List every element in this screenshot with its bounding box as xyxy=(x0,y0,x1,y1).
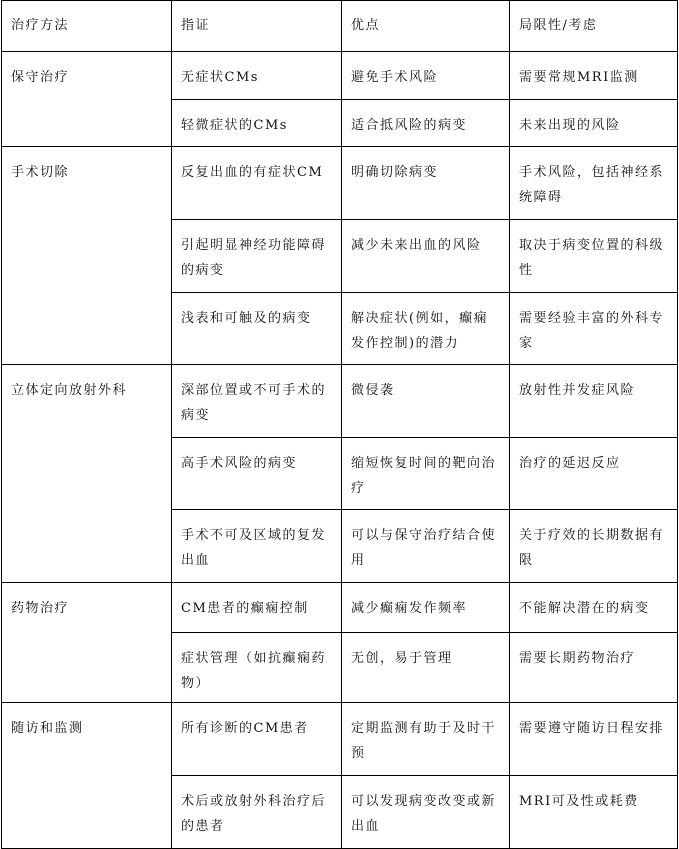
indication-cell: 手术不可及区域的复发出血 xyxy=(172,510,342,583)
indication-cell: 术后或放射外科治疗后的患者 xyxy=(172,776,342,849)
limitations-cell: MRI可及性或耗费 xyxy=(510,776,678,849)
method-cell: 药物治疗 xyxy=(2,583,172,703)
limitations-cell: 治疗的延迟反应 xyxy=(510,438,678,510)
indication-cell: 引起明显神经功能障碍的病变 xyxy=(172,220,342,293)
header-advantages: 优点 xyxy=(342,1,510,52)
limitations-cell: 需要常规MRI监测 xyxy=(510,52,678,100)
limitations-cell: 未来出现的风险 xyxy=(510,100,678,147)
limitations-cell: 手术风险，包括神经系统障碍 xyxy=(510,147,678,220)
advantages-cell: 适合抵风险的病变 xyxy=(342,100,510,147)
indication-cell: 所有诊断的CM患者 xyxy=(172,703,342,776)
advantages-cell: 微侵袭 xyxy=(342,365,510,438)
table-row xyxy=(2,583,678,633)
table-row xyxy=(2,365,678,438)
limitations-cell: 关于疗效的长期数据有限 xyxy=(510,510,678,583)
indication-cell: 症状管理（如抗癫痫药物） xyxy=(172,633,342,703)
indication-cell: 反复出血的有症状CM xyxy=(172,147,342,220)
indication-cell: 轻微症状的CMs xyxy=(172,100,342,147)
header-limitations: 局限性/考虑 xyxy=(510,1,678,52)
advantages-cell: 明确切除病变 xyxy=(342,147,510,220)
advantages-cell: 可以发现病变改变或新出血 xyxy=(342,776,510,849)
advantages-cell: 定期监测有助于及时干预 xyxy=(342,703,510,776)
limitations-cell: 不能解决潜在的病变 xyxy=(510,583,678,633)
advantages-cell: 缩短恢复时间的靶向治疗 xyxy=(342,438,510,510)
header-method: 治疗方法 xyxy=(2,1,172,52)
table-row xyxy=(2,703,678,776)
limitations-cell: 需要遵守随访日程安排 xyxy=(510,703,678,776)
limitations-cell: 放射性并发症风险 xyxy=(510,365,678,438)
treatment-comparison-table xyxy=(1,0,678,849)
header-indication: 指证 xyxy=(172,1,342,52)
indication-cell: 无症状CMs xyxy=(172,52,342,100)
limitations-cell: 需要经验丰富的外科专家 xyxy=(510,293,678,365)
advantages-cell: 避免手术风险 xyxy=(342,52,510,100)
method-cell: 手术切除 xyxy=(2,147,172,365)
limitations-cell: 需要长期药物治疗 xyxy=(510,633,678,703)
table-header-row xyxy=(2,1,678,52)
method-cell: 随访和监测 xyxy=(2,703,172,849)
method-cell: 立体定向放射外科 xyxy=(2,365,172,583)
advantages-cell: 减少癫痫发作频率 xyxy=(342,583,510,633)
advantages-cell: 无创，易于管理 xyxy=(342,633,510,703)
advantages-cell: 减少未来出血的风险 xyxy=(342,220,510,293)
table-row xyxy=(2,52,678,100)
table-row xyxy=(2,147,678,220)
advantages-cell: 可以与保守治疗结合使用 xyxy=(342,510,510,583)
indication-cell: 浅表和可触及的病变 xyxy=(172,293,342,365)
method-cell: 保守治疗 xyxy=(2,52,172,147)
indication-cell: 高手术风险的病变 xyxy=(172,438,342,510)
indication-cell: CM患者的癫痫控制 xyxy=(172,583,342,633)
limitations-cell: 取决于病变位置的科级性 xyxy=(510,220,678,293)
advantages-cell: 解决症状(例如，癫痫发作控制)的潜力 xyxy=(342,293,510,365)
indication-cell: 深部位置或不可手术的病变 xyxy=(172,365,342,438)
